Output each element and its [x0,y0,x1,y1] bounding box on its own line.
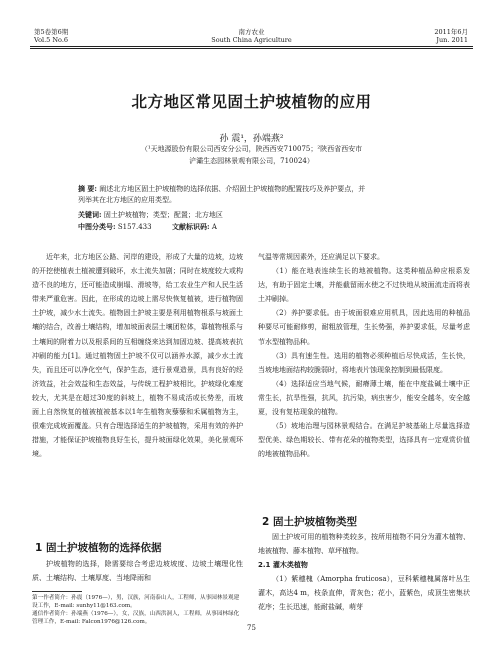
abstract-text-1: 阐述北方地区固土护坡植物的选择依据、介绍固土护坡植物的配置技巧及养护要点，并 [99,185,366,193]
keywords [78,210,223,220]
issue-en: Vol.5 No.6 [34,36,69,44]
issue-label [34,28,68,44]
left-column [32,250,243,461]
affiliation-line-2: 浐灞生态园林景观有限公司，710024） [189,157,314,165]
footnote-rule [32,591,82,592]
header-rule [30,46,473,47]
classification [78,222,217,232]
abstract-label: 摘 要: [78,184,98,193]
section-2-heading: 2 固土护坡植物类型 [262,516,357,528]
issue-date [380,28,468,44]
journal-name [150,28,353,44]
abstract [78,184,438,205]
section-1-text [32,557,243,585]
section-2-body [258,530,470,615]
issue-cn: 第5卷第6期 [34,28,69,36]
journal-cn: 南方农业 [238,28,265,36]
abstract-text-2: 列举其在北方地区的应用类型。 [78,196,176,204]
subsection-2-1-heading: 2.1 灌木类植物 [258,561,308,570]
page-number: 75 [247,624,256,632]
footnotes [32,594,243,626]
keywords-text: 固土护坡植物；类型；配置；北方地区 [103,211,223,219]
requirement-5: （5）坡地治理与园林景观结合。在满足护坡基础上尽量选择造型优美、绿色期较长、带有花朵的植物类型，选择具有一定观赏价值的地被植物品种。 [258,422,470,459]
header-rule-2 [30,48,473,49]
date-cn: 2011年6月 [434,28,468,36]
requirement-3: （3）具有速生性。选用的植物必须种植后尽快成活，生长快，当坡地地面结构较脆弱时，将地表片蚀现象控制到最低限度。 [258,351,470,374]
requirement-4: （4）选择适应当地气候，耐瘠薄土壤，能在中度盐碱土壤中正常生长，抗旱性强，抗风，抗污染，病虫害少，能安全越冬，安全越夏，没有复枯现象的植物。 [258,379,470,417]
doc-code-label: 文献标识码: [172,222,210,231]
intro-paragraph: 近年来，北方地区公路、河岸的建设，形成了大量的边坡，边坡的开挖使植表土植被遭到破坏，水土流失加剧；同时在坡度较大或构造不良的地方，还可能造成崩塌、滑坡等，给工农业生产和人民生活带来严重危害。因此，在形成的边坡上需尽快恢复植被，进行植物固土护坡，减少水土流失。植物固土护坡主要是利用植物根系与坡面土壤的结合，改善土壤结构，增加坡面表层土壤团粒体，靠植物根系与土壤间的附着力以及根系间的互相缠绕来达到加固边坡、提高坡表抗冲刷的能力[1]。通过植物固土护坡不仅可以涵养水源，减少水土流失，而且还可以净化空气，保护生态，进行景观造景，具有良好的经济效益，社会效益和生态效益，与传统工程护坡相比，护坡绿化难度较大，尤其是在超过30度的斜坡上，植物不易成活或长势差，而坡面上自然恢复的植被植被基本以1年生植物灰藜藜和禾属植物为主，很难完成坡面覆盖。只有合理选择适生的护坡植物，采用有效的养护措施，才能保证护坡植物良好生长，提升坡面绿化效果，美化景观环境。 [32,253,243,459]
footnote-first-author: 第一作者简介：孙震（1976—），男，汉族，河南泰山人，工程师，从事园林景观建设工作，E-mail: sunhy11@163.com。 [32,595,240,609]
journal-en: South China Agriculture [211,36,292,44]
right-column [258,250,470,461]
authors: 孙 震¹，孙端燕² [219,134,284,144]
keywords-label: 关键词: [78,210,102,219]
article-title: 北方地区常见固土护坡植物的应用 [131,93,372,111]
doc-code: A [211,223,217,231]
amorpha-paragraph: （1）紫穗槐（Amorpha fruticosa），豆科紫穗槐属落叶丛生灌木，高达4 m，枝条直伸，青灰色；花小，蓝紫色，成顶生密集状花序；生长迅速，能耐盐碱，萌芽 [258,575,470,612]
section-1-heading: 1 固土护坡植物的选择依据 [35,542,162,554]
right-para-0: 气温等常规因素外，还应满足以下要求。 [258,253,384,261]
footnote-corresponding-author: 通信作者简介：孙端燕（1976—），女，汉族，山西洪洞人，工程师，从事园林绿化管理工作，E-mail: Falcon1976@126.com。 [32,611,240,625]
affiliation-line-1: （¹天地源股份有限公司西安分公司，陕西西安710075；²陕西省西安市 [140,145,363,153]
date-en: Jun. 2011 [436,36,468,44]
section-2-intro: 固土护坡可用的植物种类较多，按所用植物不同分为灌木植物、地被植物、藤本植物、草坪植物。 [258,533,470,556]
clc-label: 中图分类号: [78,222,116,231]
section-1-paragraph: 护坡植物的选择，除需要综合考虑边坡坡度、边坡土壤理化性质、土壤结构、土壤厚度、当地降雨和 [32,560,243,583]
requirement-2: （2）养护要求低。由于坡面很难应用机具，因此选用的种植品种要尽可能耐修剪，耐粗放管理，生长势强，养护要求低，尽量考虑节水型植物品种。 [258,309,470,346]
requirement-1: （1）能在地表连续生长的地被植物。这类种植品种应根系发达，有助于固定土壤，并能截留雨水使之不过快地从坡面流走而将表土冲刷掉。 [258,267,470,304]
clc-code: S157.433 [117,223,152,231]
